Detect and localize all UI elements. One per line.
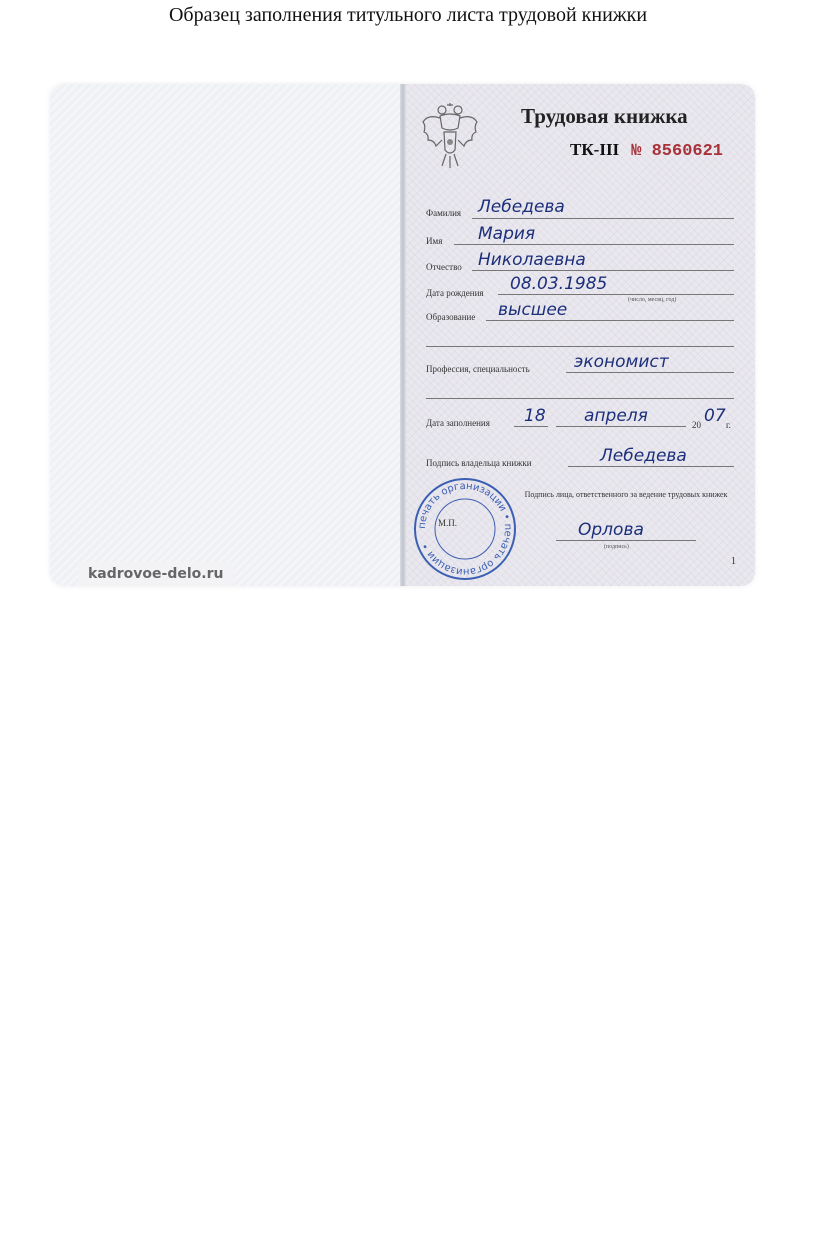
name-label: Имя [426, 236, 443, 246]
book-title: Трудовая книжка [521, 104, 688, 128]
name-value: Мария [478, 224, 536, 244]
surname-label: Фамилия [426, 208, 462, 218]
profession-label: Профессия, специальность [426, 364, 530, 374]
page-number: 1 [731, 556, 736, 567]
profession-line [566, 372, 734, 373]
education-label: Образование [426, 312, 476, 322]
name-line [454, 244, 734, 245]
profession-value: экономист [574, 352, 669, 372]
watermark: kadrovoe-delo.ru [78, 562, 233, 586]
stamp-text: печать организации • печать организации • [416, 480, 514, 578]
owner-signature-line [568, 466, 734, 467]
education-extra-line [426, 346, 734, 347]
profession-extra-line [426, 398, 734, 399]
left-page [50, 84, 402, 586]
fill-year-end: г. [726, 420, 731, 430]
fill-year-prefix: 20 [692, 420, 701, 430]
fill-month-line [556, 426, 686, 427]
patronymic-value: Николаевна [478, 250, 586, 270]
responsible-label: Подпись лица, ответственного за ведение трудовых книжек [524, 490, 728, 499]
book-number: № 8560621 [631, 142, 724, 161]
responsible-value: Орлова [578, 520, 644, 540]
work-book-spread [50, 84, 755, 586]
fill-day-value: 18 [524, 406, 546, 426]
birth-date-value: 08.03.1985 [510, 274, 608, 294]
document-title: Образец заполнения титульного листа трудовой книжки [168, 4, 648, 26]
education-line [486, 320, 734, 321]
patronymic-label: Отчество [426, 262, 462, 272]
responsible-line [556, 540, 696, 541]
fill-day-line [514, 426, 548, 427]
organization-stamp-icon [410, 474, 520, 584]
mp-label: М.П. [438, 518, 458, 528]
owner-signature-label: Подпись владельца книжки [426, 458, 532, 468]
title-page [406, 84, 755, 586]
fill-date-label: Дата заполнения [426, 418, 490, 428]
patronymic-line [472, 270, 734, 271]
owner-signature-value: Лебедева [600, 446, 687, 466]
svg-text:печать организации • печать ор [417, 481, 513, 577]
fill-month-value: апреля [584, 406, 648, 426]
book-series: ТК-III [570, 140, 620, 159]
birth-date-line [498, 294, 734, 295]
surname-line [472, 218, 734, 219]
education-value: высшее [498, 300, 568, 320]
birth-date-hint: (число, месяц, год) [628, 297, 677, 303]
fill-year-value: 07 [704, 406, 726, 426]
surname-value: Лебедева [478, 197, 565, 217]
birth-date-label: Дата рождения [426, 288, 484, 298]
series-row [570, 140, 723, 161]
coat-of-arms-icon [420, 102, 480, 172]
responsible-hint: (подпись) [604, 544, 629, 550]
